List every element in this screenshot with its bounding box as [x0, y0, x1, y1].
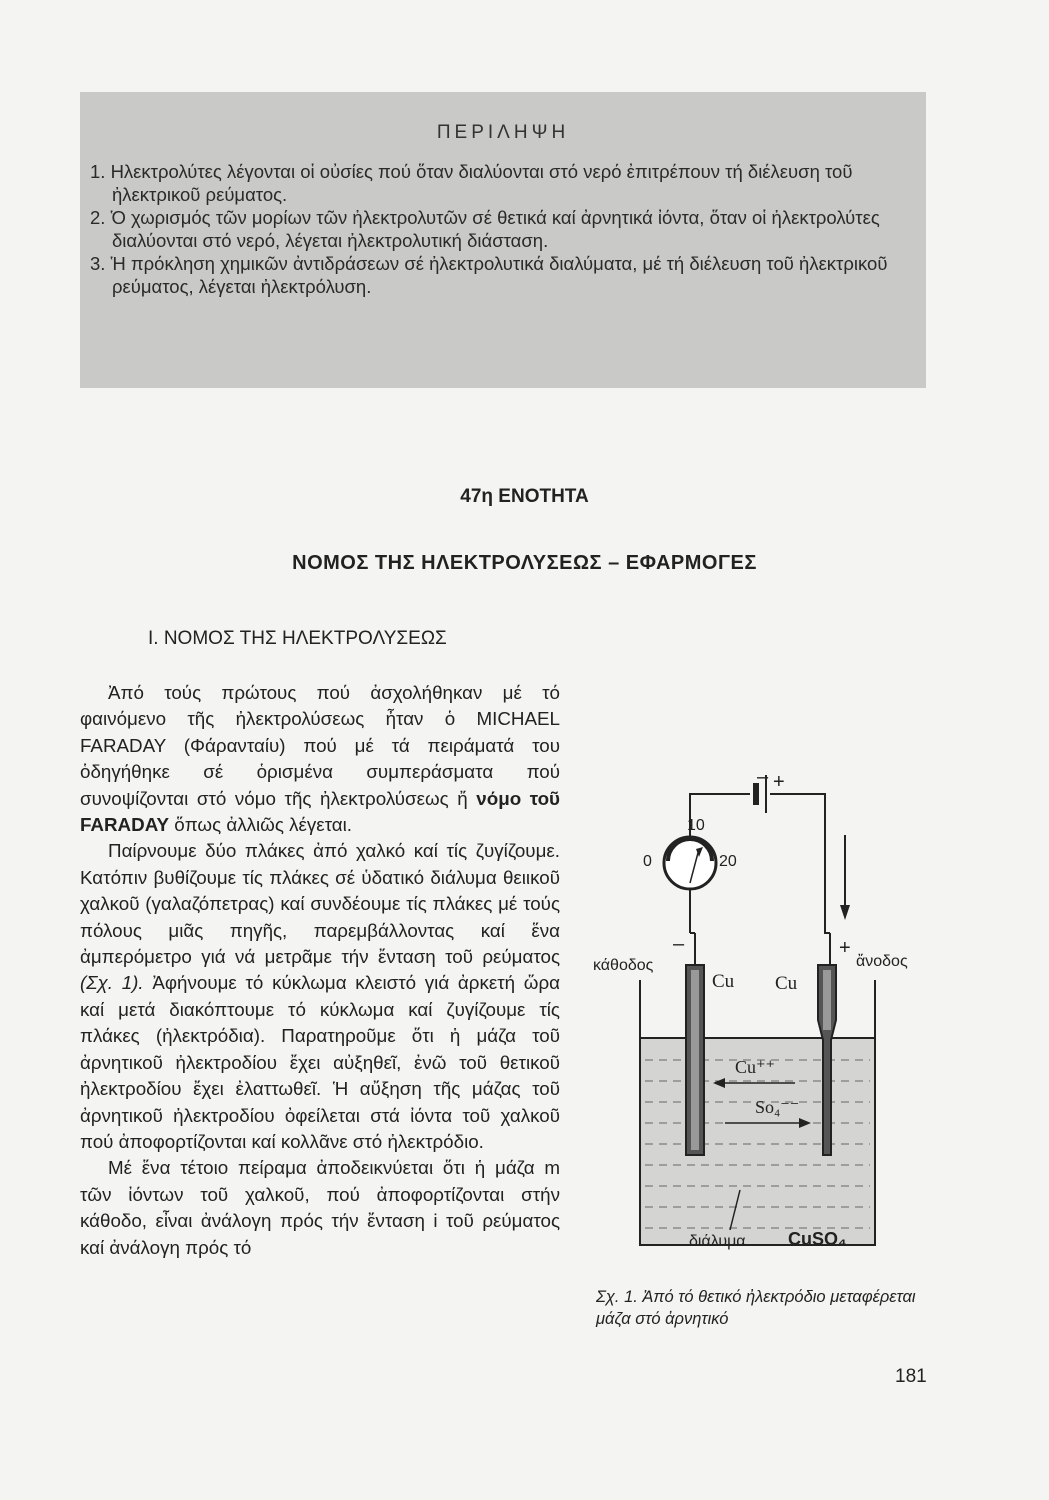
page-number: 181 — [895, 1366, 927, 1387]
cathode-label: κάθοδος — [593, 957, 654, 974]
solution-formula: CuSO₄ — [788, 1229, 847, 1249]
paragraph-text: ὅπως ἀλλιῶς λέγεται. — [169, 814, 353, 836]
cathode-sign: – — [673, 933, 685, 955]
paragraph-text: Ἀφήνουμε τό κύκλωμα κλειστό γιά ἀρκετή ὥρα καί μετά διακόπτουμε τό κύκλωμα καί ζυγίζουμε τίς πλάκες (ἠλεκτρόδια). Παρατηροῦμε ὅτι ἡ μάζα τοῦ ἀρνητικοῦ ἠλεκτροδίου ἔχει αὐξηθεῖ, ἐνῶ τοῦ θετικοῦ ἠλεκτροδίου ἔχει ἐλαττωθεῖ. Ἡ αὔξηση τῆς μάζας τοῦ ἀρνητικοῦ ἠλεκτροδίου ὀφείλεται στά ἰόντα τοῦ χαλκοῦ πού ἀποφορτίζονται καί κολλᾶνε στό ἠλεκτρόδιο. — [80, 972, 561, 1152]
cathode-metal-label: Cu — [712, 971, 735, 992]
so4-ion-label: So₄⁻⁻ — [755, 1097, 800, 1117]
summary-item: 1. Ηλεκτρολύτες λέγονται οἱ οὐσίες πού ὅταν διαλύονται στό νερό ἐπιτρέπουν τή διέλευση τοῦ ἠλεκτρικοῦ ρεύματος. — [90, 161, 853, 205]
anode-metal-label: Cu — [775, 973, 798, 994]
summary-item: 2. Ὁ χωρισμός τῶν μορίων τῶν ἠλεκτρολυτῶν σέ θετικά καί ἀρνητικά ἰόντα, ὅταν οἱ ἠλεκτρολύτες διαλύονται στό νερό, λέγεται ἠλεκτρολυτική διάσταση. — [90, 207, 880, 251]
summary-list — [90, 160, 910, 298]
paragraph-text: Παίρνουμε δύο πλάκες ἀπό χαλκό καί τίς ζυγίζουμε. Κατόπιν βυθίζουμε τίς πλάκες σέ ὑδατικό διάλυμα θειικοῦ χαλκοῦ (γαλαζόπετρας) καί συνδέουμε τίς πλάκες μέ τούς πόλους μιᾶς πηγῆς, παρεμβάλλοντας καί ἕνα ἀμπερόμετρο γιά νά μετρᾶμε τήν ἔνταση τοῦ ρεύματος — [80, 840, 560, 968]
anode-label: ἄνοδος — [856, 953, 908, 970]
cu-ion-label: Cu⁺⁺ — [735, 1057, 776, 1077]
section-heading: Ι. ΝΟΜΟΣ ΤΗΣ ΗΛΕΚΤΡΟΛΥΣΕΩΣ — [148, 628, 447, 649]
figure-caption: Σχ. 1. Ἀπό τό θετικό ἠλεκτρόδιο μεταφέρεται μάζα στό ἀρνητικό — [596, 1288, 916, 1328]
summary-title: ΠΕΡΙΛΗΨΗ — [436, 122, 570, 143]
summary-box — [80, 92, 926, 388]
figure-reference: (Σχ. 1). — [80, 972, 144, 994]
paragraph-3: Μέ ἕνα τέτοιο πείραμα ἀποδεικνύεται ὅτι ἡ μάζα m τῶν ἰόντων τοῦ χαλκοῦ, πού ἀποφορτίζονται στήν κάθοδο, εἶναι ἀνάλογη πρός τήν ἔνταση i τοῦ ρεύματος καί ἀνάλογη πρός τό — [80, 1157, 560, 1258]
electrolysis-diagram — [585, 765, 945, 1275]
paragraph-text: Ἀπό τούς πρώτους πού ἀσχολήθηκαν μέ τό φαινόμενο τῆς ἠλεκτρολύσεως ἦταν ὁ ΜΙCHAEL FARADAY (Φάρανταίυ) πού μέ τά πειράματά του ὁδηγήθηκε σέ ὁρισμένα συμπεράσματα πού συνοψίζονται στό νόμο τῆς ἠλεκτρολύσεως ἤ — [80, 682, 560, 809]
paragraph-1 — [80, 680, 560, 838]
chapter-title: ΝΟΜΟΣ ΤΗΣ ΗΛΕΚΤΡΟΛΥΣΕΩΣ – ΕΦΑΡΜΟΓΕΣ — [292, 552, 757, 574]
faraday-law-term: νόμο τοῦ FARADAY — [80, 787, 560, 836]
meter-scale-ten: 10 — [687, 817, 705, 834]
electrolysis-figure — [585, 765, 945, 1275]
solution-label: διάλυμα — [689, 1233, 746, 1250]
unit-heading: 47η ΕΝΟΤΗΤΑ — [460, 486, 589, 507]
meter-scale-zero: 0 — [643, 853, 652, 870]
meter-scale-twenty: 20 — [719, 853, 737, 870]
summary-item: 3. Ἡ πρόκληση χημικῶν ἀντιδράσεων σέ ἠλεκτρολυτικά διαλύματα, μέ τή διέλευση τοῦ ἠλεκτρικοῦ ρεύματος, λέγεται ἠλεκτρόλυση. — [90, 253, 888, 297]
battery-plus-label: + — [773, 771, 785, 793]
body-text — [80, 680, 560, 1261]
anode-sign: + — [839, 937, 851, 959]
battery-minus-label: – — [757, 766, 769, 788]
paragraph-2 — [80, 838, 560, 1155]
